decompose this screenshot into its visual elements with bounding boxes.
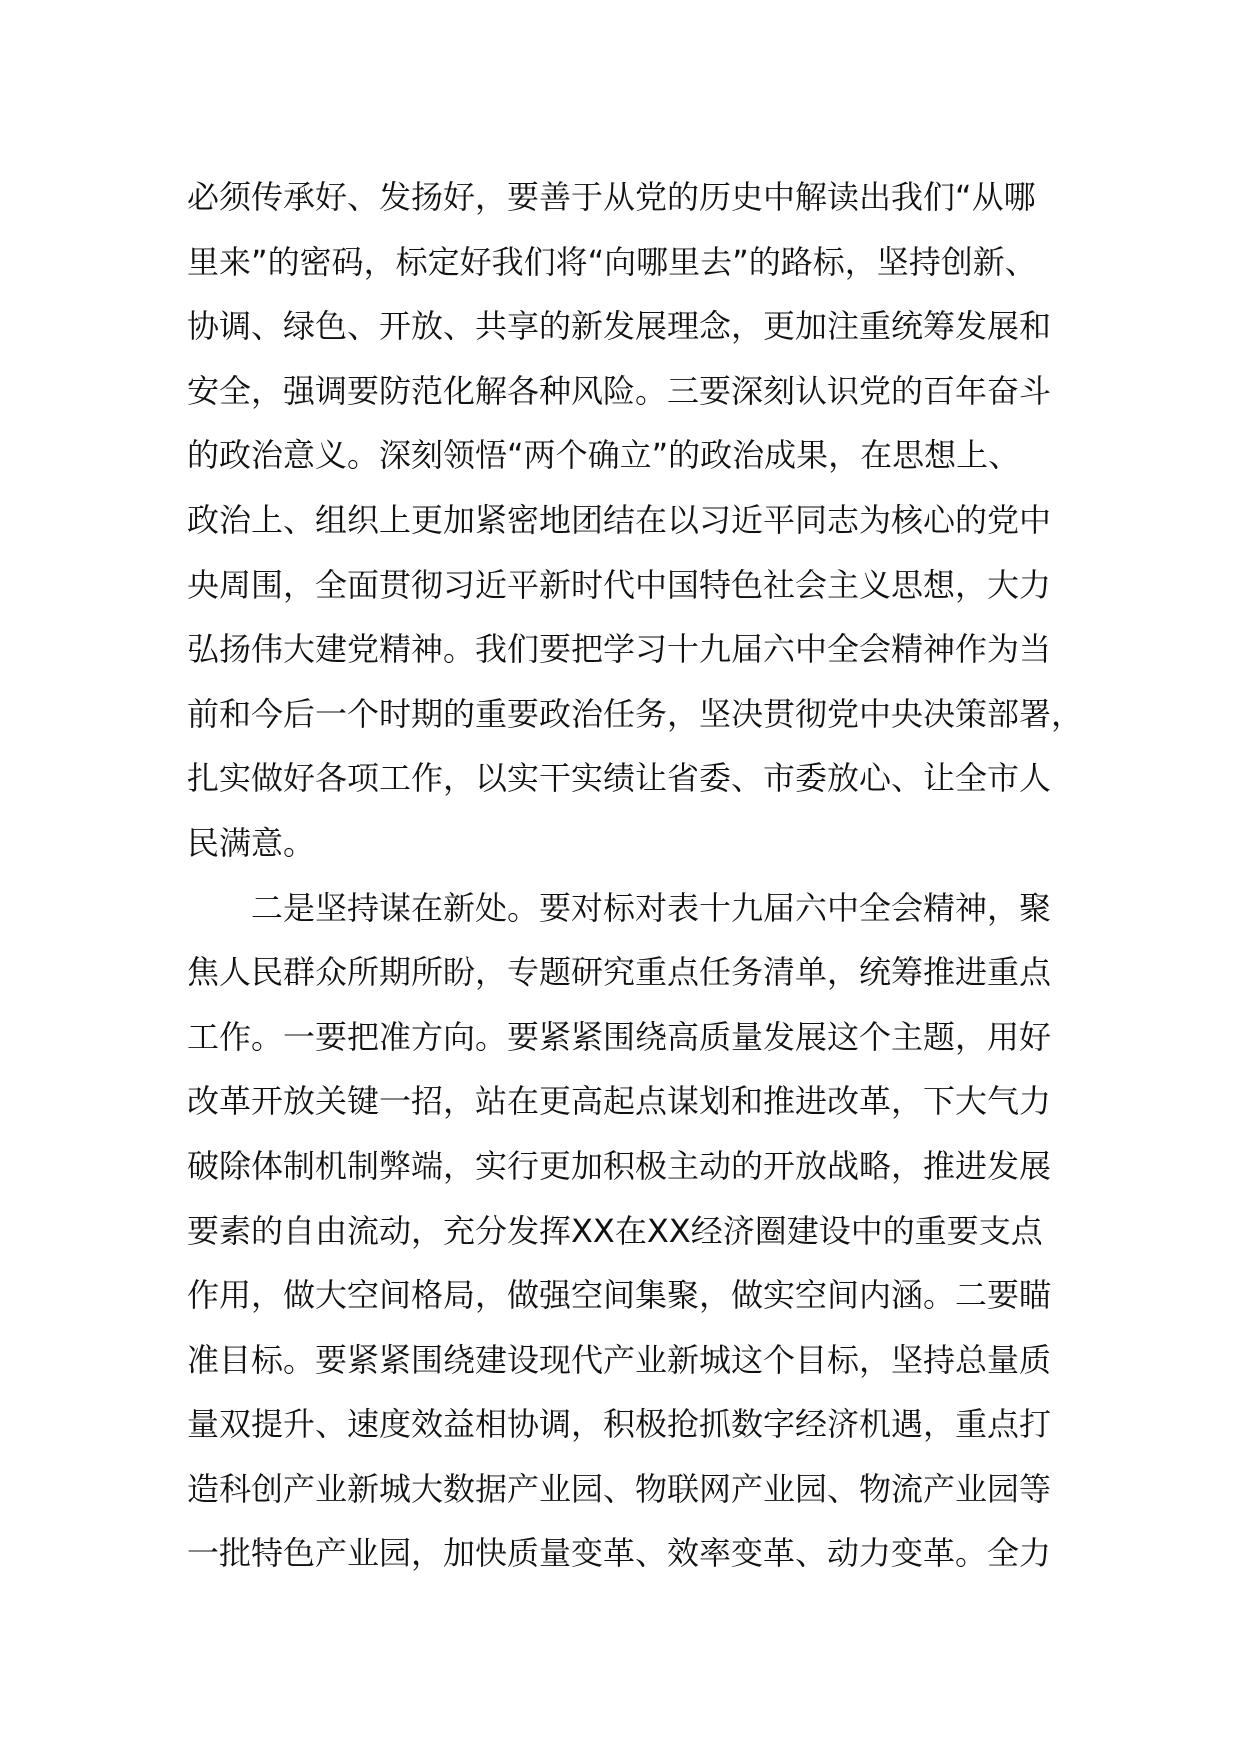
text-line: 央周围，全面贯彻习近平新时代中国特色社会主义思想，大力 [187, 565, 1052, 604]
text-line: 焦人民群众所期所盼，专题研究重点任务清单，统筹推进重点 [187, 953, 1052, 992]
text-line: 准目标。要紧紧围绕建设现代产业新城这个目标，坚持总量质 [187, 1340, 1052, 1379]
text-line: 破除体制机制弊端，实行更加积极主动的开放战略，推进发展 [187, 1146, 1052, 1185]
paragraph-first-line: 二是坚持谋在新处。要对标对表十九届六中全会精神，聚 [251, 888, 1052, 927]
text-line: 弘扬伟大建党精神。我们要把学习十九届六中全会精神作为当 [187, 630, 1052, 669]
text-line: 作用，做大空间格局，做强空间集聚，做实空间内涵。二要瞄 [187, 1276, 1052, 1315]
text-line: 必须传承好、发扬好，要善于从党的历史中解读出我们“从哪 [187, 178, 1036, 216]
text-line: 要素的自由流动，充分发挥XX在XX经济圈建设中的重要支点 [187, 1211, 1043, 1250]
text-line: 安全，强调要防范化解各种风险。三要深刻认识党的百年奋斗 [187, 371, 1052, 410]
text-line: 的政治意义。深刻领悟“两个确立”的政治成果，在思想上、 [187, 436, 1021, 475]
text-line: 改革开放关键一招，站在更高起点谋划和推进改革，下大气力 [187, 1082, 1052, 1121]
text-line: 造科创产业新城大数据产业园、物联网产业园、物流产业园等 [187, 1469, 1052, 1508]
text-line: 民满意。 [187, 823, 316, 862]
body-text [187, 165, 1087, 1586]
text-line: 政治上、组织上更加紧密地团结在以习近平同志为核心的党中 [187, 500, 1052, 539]
text-line: 量双提升、速度效益相协调，积极抢抓数字经济机遇，重点打 [187, 1405, 1052, 1444]
text-line: 工作。一要把准方向。要紧紧围绕高质量发展这个主题，用好 [187, 1017, 1052, 1056]
text-line: 前和今后一个时期的重要政治任务，坚决贯彻党中央决策部署， [187, 694, 1084, 733]
text-line: 一批特色产业园，加快质量变革、效率变革、动力变革。全力 [187, 1534, 1052, 1573]
text-line: 协调、绿色、开放、共享的新发展理念，更加注重统筹发展和 [187, 307, 1052, 346]
text-line: 里来”的密码，标定好我们将“向哪里去”的路标，坚持创新、 [187, 242, 1037, 281]
text-line: 扎实做好各项工作，以实干实绩让省委、市委放心、让全市人 [187, 759, 1052, 798]
